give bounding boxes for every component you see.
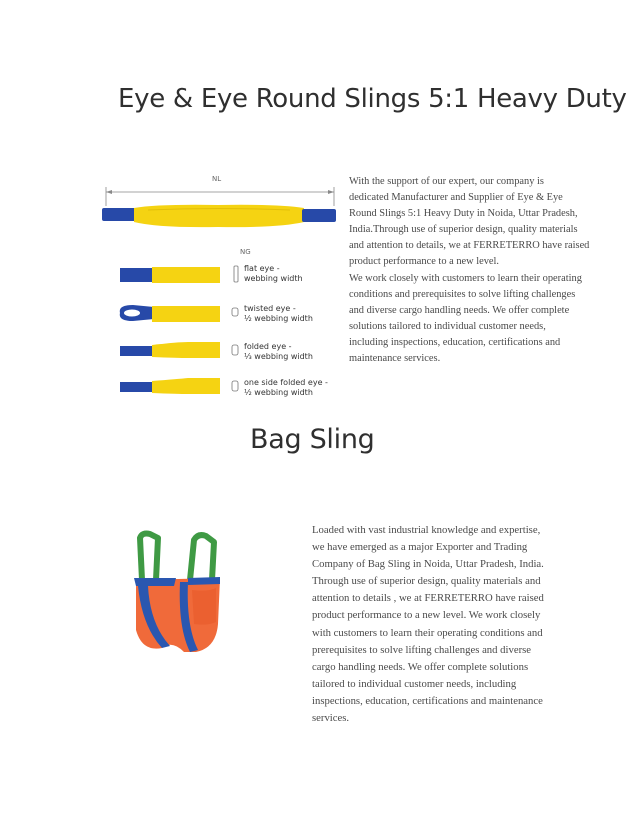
- sling-right-eye: [302, 209, 336, 222]
- round-sling-diagram-svg: [98, 170, 338, 405]
- variant-label-flat-eye: flat eye - webbing width: [244, 264, 303, 283]
- width-label: NG: [240, 248, 251, 256]
- bag-sling-image-svg: [128, 530, 228, 658]
- round-slings-description: With the support of our expert, our company is dedicated Manufacturer and Supplier of Eye & Eye Round Slings 5:1 Heavy Duty in Noida, Uttar Pradesh, India.Through use of superior design, quality materials and attention to details, we at FERRETERRO have raised product performance to a new level. We work closely with customers to learn their operating conditions and prerequisites to solve lifting challenges and diverse cargo handling needs. We offer complete solutions tailored to individual customer needs, including inspections, education, certifications and maintenance services.: [349, 176, 590, 365]
- sling-left-eye: [102, 208, 136, 221]
- bag-sling-description: Loaded with vast industrial knowledge and expertise, we have emerged as a major Exporter and Trading Company of Bag Sling in Noida, Uttar Pradesh, India. Through use of superior design, quality materials and attention to details , we at FERRETERRO have raised product performance to a new level. We work closely with customers to learn their operating conditions and prerequisites to solve lifting challenges and diverse cargo handling needs. We offer complete solutions tailored to individual customer needs, including inspections, education, certifications and maintenance services.: [312, 524, 544, 725]
- length-label: NL: [212, 175, 222, 183]
- variant-label-one-side-folded-eye: one side folded eye - ½ webbing width: [244, 378, 328, 397]
- variant-label-twisted-eye: twisted eye - ½ webbing width: [244, 304, 313, 323]
- bag-sling-image: [128, 530, 228, 658]
- variant-label-folded-eye: folded eye - ⅓ webbing width: [244, 342, 313, 361]
- section-title-bag-sling: Bag Sling: [250, 424, 375, 455]
- round-sling-diagram: [98, 170, 338, 405]
- section-title-eye-eye-round-slings: Eye & Eye Round Slings 5:1 Heavy Duty: [118, 84, 627, 114]
